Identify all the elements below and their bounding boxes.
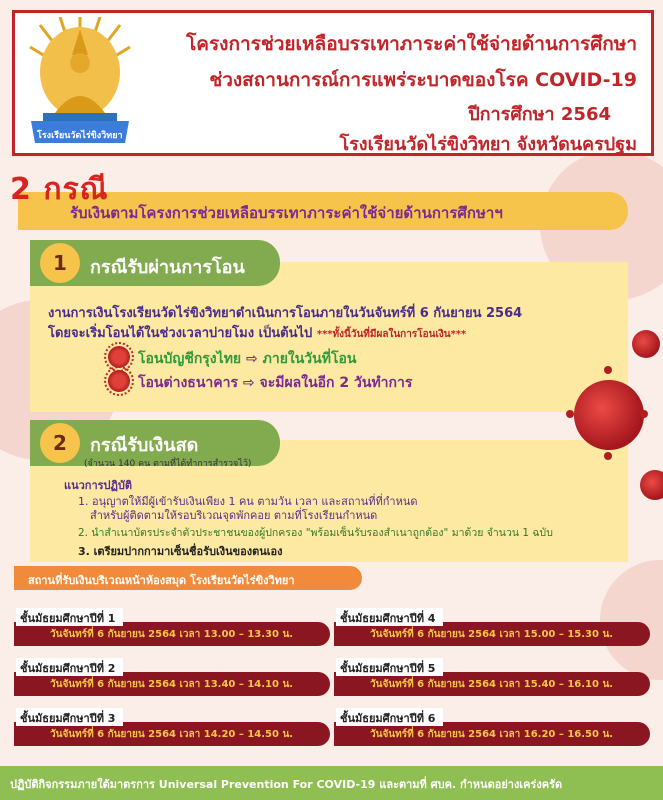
virus-bullet-icon bbox=[108, 370, 130, 392]
slot-grade-4 bbox=[334, 608, 650, 648]
guide-item-2: 2. นำสำเนาบัตรประจำตัวประชาชนของผู้ปกครอง "พร้อมเซ็นรับรองสำเนาถูกต้อง" มาด้วย จำนวน 1 ฉบับ bbox=[78, 527, 553, 539]
case1-option-1-result: ภายในวันที่โอน bbox=[262, 351, 357, 367]
header-title-line-2: ช่วงสถานการณ์การแพร่ระบาดของโรค COVID-19 bbox=[209, 69, 637, 91]
arrow-right-icon: ⇨ bbox=[246, 351, 258, 367]
slot-grade-1 bbox=[14, 608, 330, 648]
slot-grade-6 bbox=[334, 708, 650, 748]
guide-item-3: 3. เตรียมปากกามาเซ็นชื่อรับเงินของตนเอง bbox=[78, 545, 283, 558]
slot-time: วันจันทร์ที่ 6 กันยายน 2564 เวลา 15.00 – 15.30 น. bbox=[370, 629, 614, 640]
case1-line-2-text: โดยจะเริ่มโอนได้ในช่วงเวลาบ่ายโมง เป็นต้นไป bbox=[48, 326, 313, 341]
virus-spike bbox=[566, 410, 574, 418]
slot-grade-label: ชั้นมัธยมศึกษาปีที่ 1 bbox=[16, 608, 123, 626]
case1-option-1 bbox=[138, 348, 356, 370]
place-text: สถานที่รับเงินบริเวณหน้าห้องสมุด โรงเรียนวัดไร่ขิงวิทยา bbox=[28, 574, 295, 587]
slot-grade-label: ชั้นมัธยมศึกษาปีที่ 5 bbox=[336, 658, 443, 676]
case1-option-1-bank: โอนบัญชีกรุงไทย bbox=[138, 351, 242, 367]
slot-grade-2 bbox=[14, 658, 330, 698]
arrow-right-icon: ⇨ bbox=[242, 375, 255, 391]
slot-grade-label: ชั้นมัธยมศึกษาปีที่ 2 bbox=[16, 658, 123, 676]
case2-title: กรณีรับเงินสด bbox=[90, 435, 199, 456]
guide-item-1-cont: สำหรับผู้ติดตามให้รอบริเวณจุดพักคอย ตามที่โรงเรียนกำหนด bbox=[90, 509, 378, 522]
case1-title: กรณีรับผ่านการโอน bbox=[90, 257, 245, 278]
summary-title: 2 กรณี bbox=[10, 172, 109, 207]
slot-grade-5 bbox=[334, 658, 650, 698]
slot-time: วันจันทร์ที่ 6 กันยายน 2564 เวลา 13.40 – 14.10 น. bbox=[50, 679, 294, 690]
case1-line-1: งานการเงินโรงเรียนวัดไร่ขิงวิทยาดำเนินการโอนภายในวันจันทร์ที่ 6 กันยายน 2564 bbox=[48, 306, 523, 321]
virus-spike bbox=[604, 452, 612, 460]
header-title-line-1: โครงการช่วยเหลือบรรเทาภาระค่าใช้จ่ายด้านการศึกษา bbox=[186, 33, 637, 55]
virus-bullet-icon bbox=[108, 346, 130, 368]
virus-spike bbox=[604, 366, 612, 374]
case1-line-2 bbox=[48, 322, 466, 343]
slot-grade-label: ชั้นมัธยมศึกษาปีที่ 3 bbox=[16, 708, 123, 726]
guide-item-1: 1. อนุญาตให้มีผู้เข้ารับเงินเพียง 1 คน ตามวัน เวลา และสถานที่ที่กำหนด bbox=[78, 495, 418, 508]
summary-subtitle: รับเงินตามโครงการช่วยเหลือบรรเทาภาระค่าใช้จ่ายด้านการศึกษาฯ bbox=[70, 204, 503, 222]
case1-option-2-bank: โอนต่างธนาคาร bbox=[138, 375, 239, 391]
case1-number: 1 bbox=[40, 243, 80, 283]
case1-option-2 bbox=[138, 372, 412, 394]
virus-decoration-icon bbox=[640, 470, 663, 500]
header-title-line-4: โรงเรียนวัดไร่ขิงวิทยา จังหวัดนครปฐม bbox=[339, 134, 637, 155]
slot-time: วันจันทร์ที่ 6 กันยายน 2564 เวลา 13.00 – 13.30 น. bbox=[50, 629, 294, 640]
case2-number: 2 bbox=[40, 423, 80, 463]
virus-spike bbox=[640, 410, 648, 418]
header bbox=[12, 10, 654, 156]
slot-grade-label: ชั้นมัธยมศึกษาปีที่ 4 bbox=[336, 608, 443, 626]
footer-text: ปฏิบัติกิจกรรมภายใต้มาตรการ Universal Prevention For COVID-19 และตามที่ ศบค. กำหนดอย่างเคร่งครัด bbox=[10, 778, 563, 791]
slot-time: วันจันทร์ที่ 6 กันยายน 2564 เวลา 15.40 – 16.10 น. bbox=[370, 679, 614, 690]
virus-decoration-icon bbox=[632, 330, 660, 358]
slot-time: วันจันทร์ที่ 6 กันยายน 2564 เวลา 16.20 – 16.50 น. bbox=[370, 729, 614, 740]
virus-decoration-icon bbox=[574, 380, 644, 450]
logo-text: โรงเรียนวัดไร่ขิงวิทยา bbox=[37, 131, 123, 141]
case2-count-note: (จำนวน 140 คน ตามที่ได้ทำการสำรวจไว้) bbox=[84, 459, 252, 469]
case1-note: ***ทั้งนี้วันที่มีผลในการโอนเงิน*** bbox=[316, 329, 467, 340]
guide-title: แนวการปฏิบัติ bbox=[64, 479, 133, 492]
slot-grade-3 bbox=[14, 708, 330, 748]
case1-option-2-result: จะมีผลในอีก 2 วันทำการ bbox=[259, 375, 413, 391]
school-logo bbox=[25, 17, 135, 153]
header-title-line-3: ปีการศึกษา 2564 bbox=[468, 104, 611, 125]
slot-time: วันจันทร์ที่ 6 กันยายน 2564 เวลา 14.20 – 14.50 น. bbox=[50, 729, 294, 740]
slot-grade-label: ชั้นมัธยมศึกษาปีที่ 6 bbox=[336, 708, 443, 726]
